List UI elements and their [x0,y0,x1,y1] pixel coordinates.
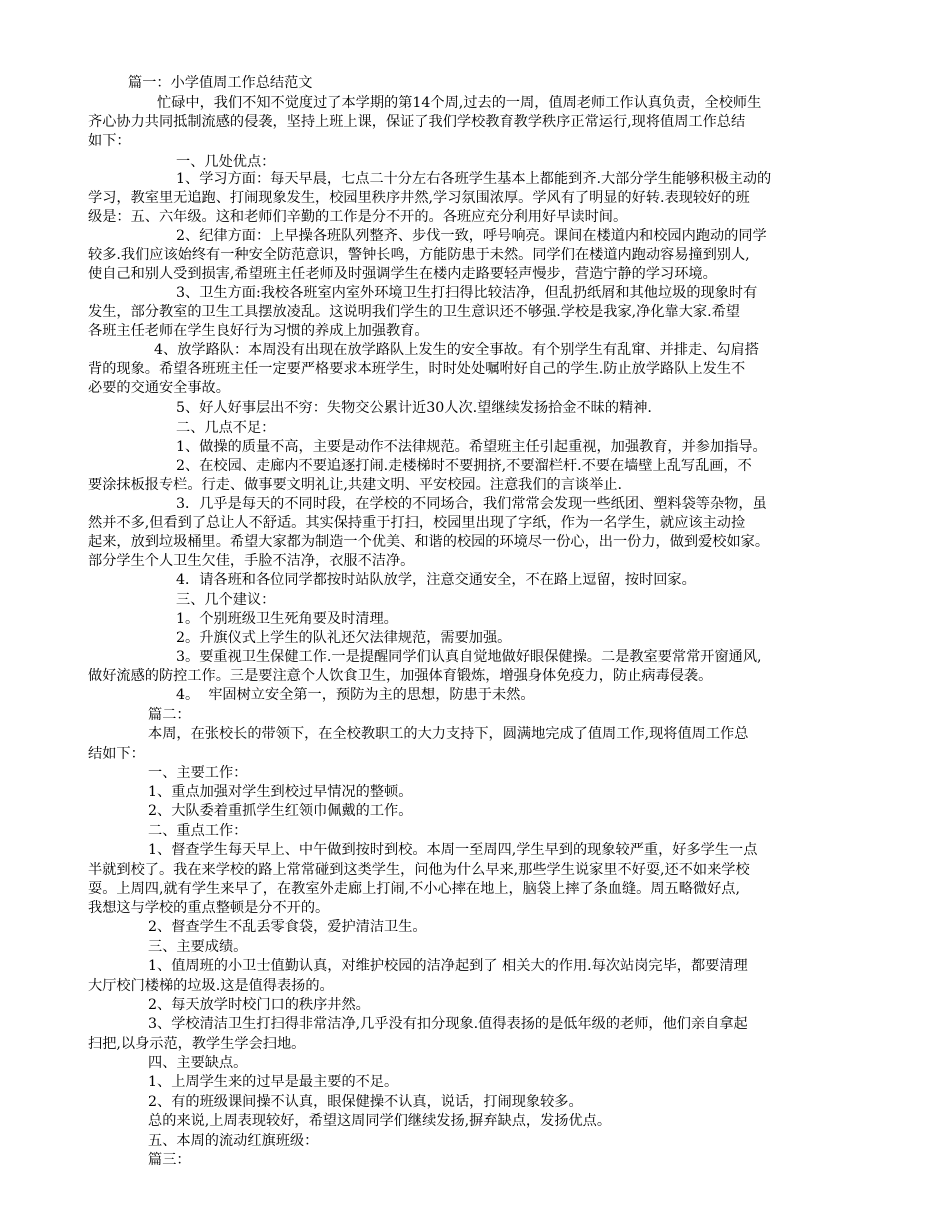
text-line: 一、主要工作： [148,765,248,781]
text-line: 3．几乎是每天的不同时段，在学校的不同场合，我们常常会发现一些纸团、塑料袋等杂物，虽 [176,496,767,512]
text-line: 3、学校清洁卫生打扫得非常洁净,几乎没有扣分现象.值得表扬的是低年级的老师，他们亲自拿起 [148,1016,748,1032]
text-line: 然并不多,但看到了总让人不舒适。其实保持重于打扫，校园里出现了字纸，作为一名学生，就应该主动捡 [88,515,746,531]
text-line: 二、几点不足： [176,420,276,436]
text-line: 四、主要缺点。 [148,1055,248,1071]
text-line: 3、卫生方面:我校各班室内室外环境卫生打扫得比较洁净，但乱扔纸屑和其他垃圾的现象时有 [176,285,758,301]
text-line: 级是：五、六年级。这和老师们辛勤的工作是分不开的。各班应充分利用好早读时间。 [88,209,628,225]
text-line: 三、几个建议： [176,592,276,608]
text-line: 一、几处优点： [176,154,276,170]
text-line: 4。 牢固树立安全第一，预防为主的思想，防患于未然。 [176,687,535,703]
text-line: 做好流感的防控工作。三是要注意个人饮食卫生，加强体育锻炼，增强身体免疫力，防止病毒侵袭。 [88,668,713,684]
text-line: 各班主任老师在学生良好行为习惯的养成上加强教育。 [88,323,429,339]
text-line: 2、有的班级课间操不认真，眼保健操不认真，说话，打闹现象较多。 [148,1094,583,1110]
text-line: 1、督查学生每天早上、中午做到按时到校。本周一至周四,学生早到的现象较严重，好多学生一点 [148,842,758,858]
text-line: 三、主要成绩。 [148,939,248,955]
text-line: 半就到校了。我在来学校的路上常常碰到这类学生，问他为什么早来,那些学生说家里不好耍,还不如来学校 [88,862,750,878]
text-line: 篇一：小学值周工作总结范文 [128,75,313,91]
text-line: 如下： [88,133,131,149]
text-line: 我想这与学校的重点整顿是分不开的。 [88,900,330,916]
text-line: 2、每天放学时校门口的秩序井然。 [148,997,370,1013]
text-line: 五、本周的流动红旗班级： [148,1133,319,1149]
text-line: 2、督查学生不乱丢零食袋，爱护清洁卫生。 [148,919,427,935]
text-line: 背的现象。希望各班班主任一定要严格要求本班学生，时时处处嘱咐好自己的学生.防止放学路队上发生不 [88,361,746,377]
text-line: 忙碌中，我们不知不觉度过了本学期的第14个周,过去的一周，值周老师工作认真负责，全校师生 [157,95,762,111]
text-line: 3。要重视卫生保健工作.一是提醒同学们认真自觉地做好眼保健操。二是教室要常常开窗通风, [176,649,762,665]
text-line: 较多.我们应该始终有一种安全防范意识，警钟长鸣，方能防患于未然。同学们在楼道内跑动容易撞到别人, [88,247,750,263]
text-line: 2、在校园、走廊内不要追逐打闹.走楼梯时不要拥挤,不要溜栏杆.不要在墙壁上乱写乱画，不 [176,458,752,474]
text-line: 发生，部分教室的卫生工具摆放凌乱。这说明我们学生的卫生意识还不够强.学校是我家,净化靠大家.希望 [88,304,740,320]
text-line: 大厅校门楼梯的垃圾.这是值得表扬的。 [88,978,334,994]
text-line: 4、放学路队：本周没有出现在放学路队上发生的安全事故。有个别学生有乱窜、并排走、勾肩搭 [154,342,759,358]
text-line: 篇三： [148,1152,191,1168]
text-line: 耍。上周四,就有学生来早了，在教室外走廊上打闹,不小心摔在地上，脑袋上摔了条血缝。周五略微好点, [88,881,740,897]
text-line: 1、做操的质量不高，主要是动作不法律规范。希望班主任引起重视，加强教育，并参加指导。 [176,439,767,455]
text-line: 总的来说,上周表现较好，希望这周同学们继续发扬,摒弃缺点，发扬优点。 [148,1113,612,1129]
text-line: 二、重点工作： [148,823,248,839]
text-line: 必要的交通安全事故。 [88,380,230,396]
text-line: 1、学习方面：每天早晨，七点二十分左右各班学生基本上都能到齐.大部分学生能够积极主动的 [176,171,772,187]
text-line: 2、大队委着重抓学生红领巾佩戴的工作。 [148,803,413,819]
text-line: 篇二： [148,707,191,723]
text-line: 2。升旗仪式上学生的队礼还欠法律规范，需要加强。 [176,630,512,646]
text-line: 5、好人好事层出不穷：失物交公累计近30人次.望继续发扬拾金不昧的精神. [176,400,652,416]
text-line: 4．请各班和各位同学都按时站队放学，注意交通安全，不在路上逗留，按时回家。 [176,572,696,588]
text-line: 使自己和别人受到损害,希望班主任老师及时强调学生在楼内走路要轻声慢步，营造宁静的学习环境。 [88,266,717,282]
text-line: 要涂抹板报专栏。行走、做事要文明礼让,共建文明、平安校园。注意我们的言谈举止. [88,477,622,493]
text-line: 齐心协力共同抵制流感的侵袭，坚持上班上课，保证了我们学校教育教学秩序正常运行,现将值周工作总结 [88,114,746,130]
text-line: 结如下： [88,746,145,762]
text-line: 部分学生个人卫生欠佳，手脸不洁净，衣服不洁净。 [88,553,415,569]
text-line: 1。个别班级卫生死角要及时清理。 [176,611,398,627]
text-line: 本周，在张校长的带领下，在全校教职工的大力支持下，圆满地完成了值周工作,现将值周工作总 [148,726,749,742]
text-line: 扫把,以身示范，教学生学会扫地。 [88,1036,306,1052]
text-line: 1、上周学生来的过早是最主要的不足。 [148,1074,399,1090]
text-line: 1、重点加强对学生到校过早情况的整顿。 [148,784,413,800]
text-line: 学习，教室里无追跑、打闹现象发生，校园里秩序井然,学习氛围浓厚。学风有了明显的好转.表现较好的班 [88,190,750,206]
text-line: 2、纪律方面：上早操各班队列整齐、步伐一致，呼号响亮。课间在楼道内和校园内跑动的同学 [176,228,767,244]
text-line: 1、值周班的小卫士值勤认真，对维护校园的洁净起到了 相关大的作用.每次站岗完毕，都要清理 [148,958,748,974]
text-line: 起来，放到垃圾桶里。希望大家都为制造一个优美、和谐的校园的环境尽一份心，出一份力，做到爱校如家。 [88,534,770,550]
